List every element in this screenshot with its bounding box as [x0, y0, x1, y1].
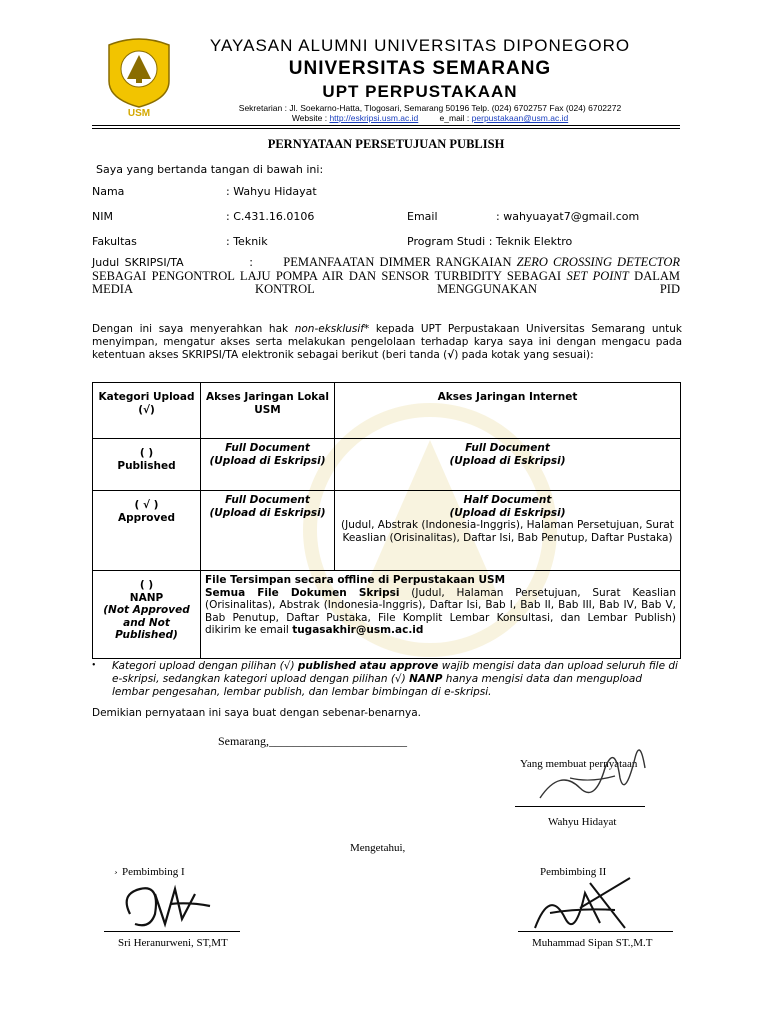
email-label: Email [407, 210, 438, 223]
pembimbing2-label: Pembimbing II [540, 866, 607, 878]
internet-approved-sub: (Upload di Eskripsi) [449, 506, 566, 519]
pembimbing2-line [518, 931, 673, 932]
internet-approved-detail: (Judul, Abstrak (Indonesia-Inggris), Halaman Persetujuan, Surat Keaslian (Orisinalitas), Daftar Isi, Bab Penutup, Daftar Pustaka) [341, 519, 674, 544]
nanp-offline-cell [201, 571, 681, 659]
judul-text-1: PEMANFAATAN DIMMER RANGKAIAN [283, 255, 512, 269]
place-date: Semarang,_______________________ [218, 734, 407, 748]
judul-text-3: DALAM MEDIA KONTROL MENGGUNAKAN PID [92, 268, 681, 296]
closing-text: Demikian pernyataan ini saya buat dengan sebenar-benarnya. [92, 707, 422, 719]
table-row [93, 491, 681, 571]
email-value: : wahyuayat7@gmail.com [496, 210, 640, 223]
nanp-offline-email: tugasakhir@usm.ac.id [292, 624, 424, 636]
pembimbing1-signature [110, 874, 220, 939]
pembimbing1-label: Pembimbing I [122, 866, 185, 878]
nama-value: : Wahyu Hidayat [226, 185, 317, 198]
judul-block: Judul SKRIPSI/TA : PEMANFAATAN DIMMER RANGKAIAN ZERO CROSSING DETECTOR SEBAGAI PENGONTROL LAJU POMPA AIR DAN SENSOR TURBIDITY SEBAGAI SET POINT DALAM MEDIA KONTROL MENGGUNAKAN PID [92, 255, 681, 296]
judul-italic-2: SET POINT [566, 268, 629, 283]
local-approved: Full Document (Upload di Eskripsi) [201, 491, 335, 571]
judul-label: Judul SKRIPSI/TA [92, 256, 184, 269]
pembimbing2-name: Muhammad Sipan ST.,M.T [532, 937, 653, 949]
local-published: Full Document (Upload di Eskripsi) [201, 439, 335, 491]
nim-value: : C.431.16.0106 [226, 210, 315, 223]
email-link[interactable]: perpustakaan@usm.ac.id [471, 113, 569, 123]
header-contact: Website : http://eskripsi.usm.ac.id e_mail : perpustakaan@usm.ac.id [291, 113, 569, 123]
statement-paragraph: Dengan ini saya menyerahkan hak non-eksklusif* kepada UPT Perpustakaan Universitas Semarang untuk menyimpan, mengatur akses serta melakukan pengelolaan terhadap karya saya ini dengan mengacu pada ketentuan akses SKRIPSI/TA elektronik sebagai berikut (beri tanda (√) pada kotak yang sesuai): [92, 323, 682, 361]
mengetahui-label: Mengetahui, [350, 842, 406, 854]
document-title: PERNYATAAN PERSETUJUAN PUBLISH [267, 137, 505, 151]
usm-logo [103, 35, 175, 117]
signer-label: Yang membuat pernyataan [520, 758, 638, 770]
nanp-offline-text: (Judul, Halaman Persetujuan, Surat Keaslian (Orisinalitas), Abstrak (Indonesia-Inggris), Daftar Isi, Bab I, Bab II, Bab III, Bab IV, Bab V, Bab Penutup, Daftar Pustaka, File Komplit Lembar Konsultasi, dan Lembar Publish) dikirim ke email [205, 586, 676, 636]
table-row [93, 439, 681, 491]
pembimbing1-line [104, 931, 240, 932]
header-internet: Akses Jaringan Internet [335, 383, 681, 439]
nim-label: NIM [92, 210, 113, 223]
pembimbing1-prefix: ¸ [114, 862, 118, 874]
judul-text-2: SEBAGAI PENGONTROL LAJU POMPA AIR DAN SENSOR TURBIDITY SEBAGAI [92, 268, 562, 283]
judul-italic-1: ZERO CROSSING DETECTOR [516, 255, 681, 269]
header-address: Sekretarian : Jl. Soekarno-Hatta, Tlogosari, Semarang 50196 Telp. (024) 6702757 Fax (024) 6702272 [238, 103, 622, 113]
note-bullet: • [92, 660, 96, 671]
logo-text: USM [127, 108, 151, 117]
nanp-offline-bold: Semua File Dokumen Skripsi [205, 586, 400, 599]
pembimbing1-name: Sri Heranurweni, ST,MT [118, 937, 228, 949]
header-lokal: Akses Jaringan Lokal USM [201, 383, 335, 439]
table-header-row [93, 383, 681, 439]
upload-category-table [92, 382, 681, 659]
note-text: Kategori upload dengan pilihan (√) published atau approve wajib mengisi data dan upload seluruh file di e-skripsi, sedangkan kategori upload dengan pilihan (√) NANP hanya mengisi data dan mengupload lembar pengesahan, lembar publish, dan lembar bimbingan di e-skripsi. [112, 660, 678, 698]
category-published: Published [117, 459, 176, 472]
category-nanp-sub: (Not Approved and Not Published) [103, 604, 190, 641]
internet-published-title: Full Document [465, 442, 550, 454]
prodi-value: Program Studi : Teknik Elektro [407, 235, 573, 248]
header-university: UNIVERSITAS SEMARANG [288, 58, 552, 79]
nama-label: Nama [92, 185, 125, 198]
signer-line [515, 806, 645, 807]
signer-name: Wahyu Hidayat [548, 816, 617, 828]
header-foundation: YAYASAN ALUMNI UNIVERSITAS DIPONEGORO [209, 36, 631, 55]
fakultas-value: : Teknik [226, 235, 268, 248]
website-link[interactable]: http://eskripsi.usm.ac.id [329, 113, 419, 123]
header-kategori: Kategori Upload (√) [93, 383, 201, 439]
checkbox-approved[interactable]: ( √ ) [134, 499, 159, 511]
pembimbing2-signature [520, 868, 640, 948]
category-approved: Approved [117, 511, 176, 524]
checkbox-published[interactable]: ( ) [139, 447, 154, 459]
internet-published-sub: (Upload di Eskripsi) [449, 454, 566, 467]
category-nanp: NANP [129, 591, 164, 604]
fakultas-label: Fakultas [92, 235, 137, 248]
header-divider-thin [92, 128, 680, 129]
checkbox-nanp[interactable]: ( ) [139, 579, 154, 591]
internet-approved-title: Half Document [463, 494, 552, 506]
table-row [93, 571, 681, 659]
intro-text: Saya yang bertanda tangan di bawah ini: [96, 163, 324, 176]
header-department: UPT PERPUSTAKAAN [322, 82, 518, 101]
nanp-offline-title: File Tersimpan secara offline di Perpustakaan USM [205, 574, 506, 586]
header-divider [92, 125, 680, 126]
